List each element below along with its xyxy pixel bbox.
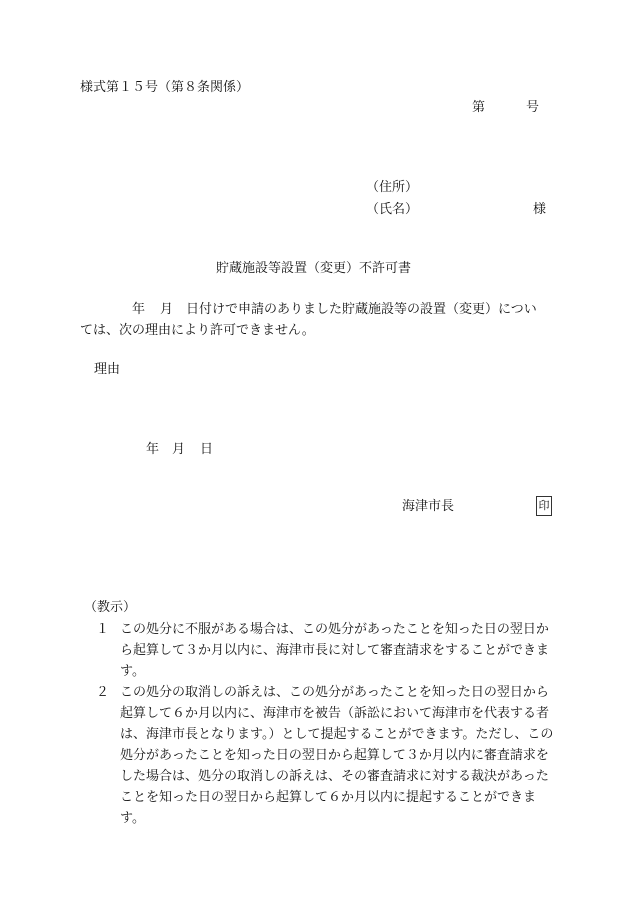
body-line1: 日付けで申請のありました貯蔵施設等の設置（変更）につい	[186, 302, 537, 317]
doc-number-suffix: 号	[526, 100, 540, 115]
form-number: 様式第１５号（第８条関係）	[80, 80, 250, 95]
notice-item-2	[96, 682, 558, 829]
notice-item-text: この処分の取消しの訴えは、この処分があったことを知った日の翌日から起算して６か月以内に、海津市を被告（訴訟において海津市を代表する者は、海津市長となります。）として提起することができます。ただし、この処分があったことを知った日の翌日から起算して３か月以内に審査請求をした場合は、処分の取消しの訴えは、その審査請求に対する裁決があったことを知った日の翌日から起算して６か月以内に提起することができます。	[120, 685, 554, 826]
date-month: 月	[172, 442, 186, 457]
doc-number-prefix: 第	[472, 100, 486, 115]
seal-stamp: 印	[536, 496, 552, 516]
notice-item-1	[96, 619, 558, 682]
notice-heading: （教示）	[84, 600, 137, 615]
issuer-title: 海津市長	[402, 499, 455, 514]
body-month: 月	[160, 302, 174, 317]
notice-item-text: この処分に不服がある場合は、この処分があったことを知った日の翌日から起算して３か月以内に、海津市長に対して審査請求をすることができます。	[120, 622, 550, 679]
date-day: 日	[200, 442, 214, 457]
honorific: 様	[533, 202, 547, 217]
name-label: （氏名）	[366, 202, 419, 217]
body-year: 年	[132, 302, 146, 317]
notice-item-number: ２	[96, 685, 110, 700]
document-title: 貯蔵施設等設置（変更）不許可書	[216, 261, 412, 276]
address-label: （住所）	[366, 180, 419, 195]
date-year: 年	[146, 442, 160, 457]
notice-item-number: １	[96, 622, 110, 637]
body-line2: ては、次の理由により許可できません。	[80, 323, 315, 338]
reason-label: 理由	[94, 362, 121, 377]
